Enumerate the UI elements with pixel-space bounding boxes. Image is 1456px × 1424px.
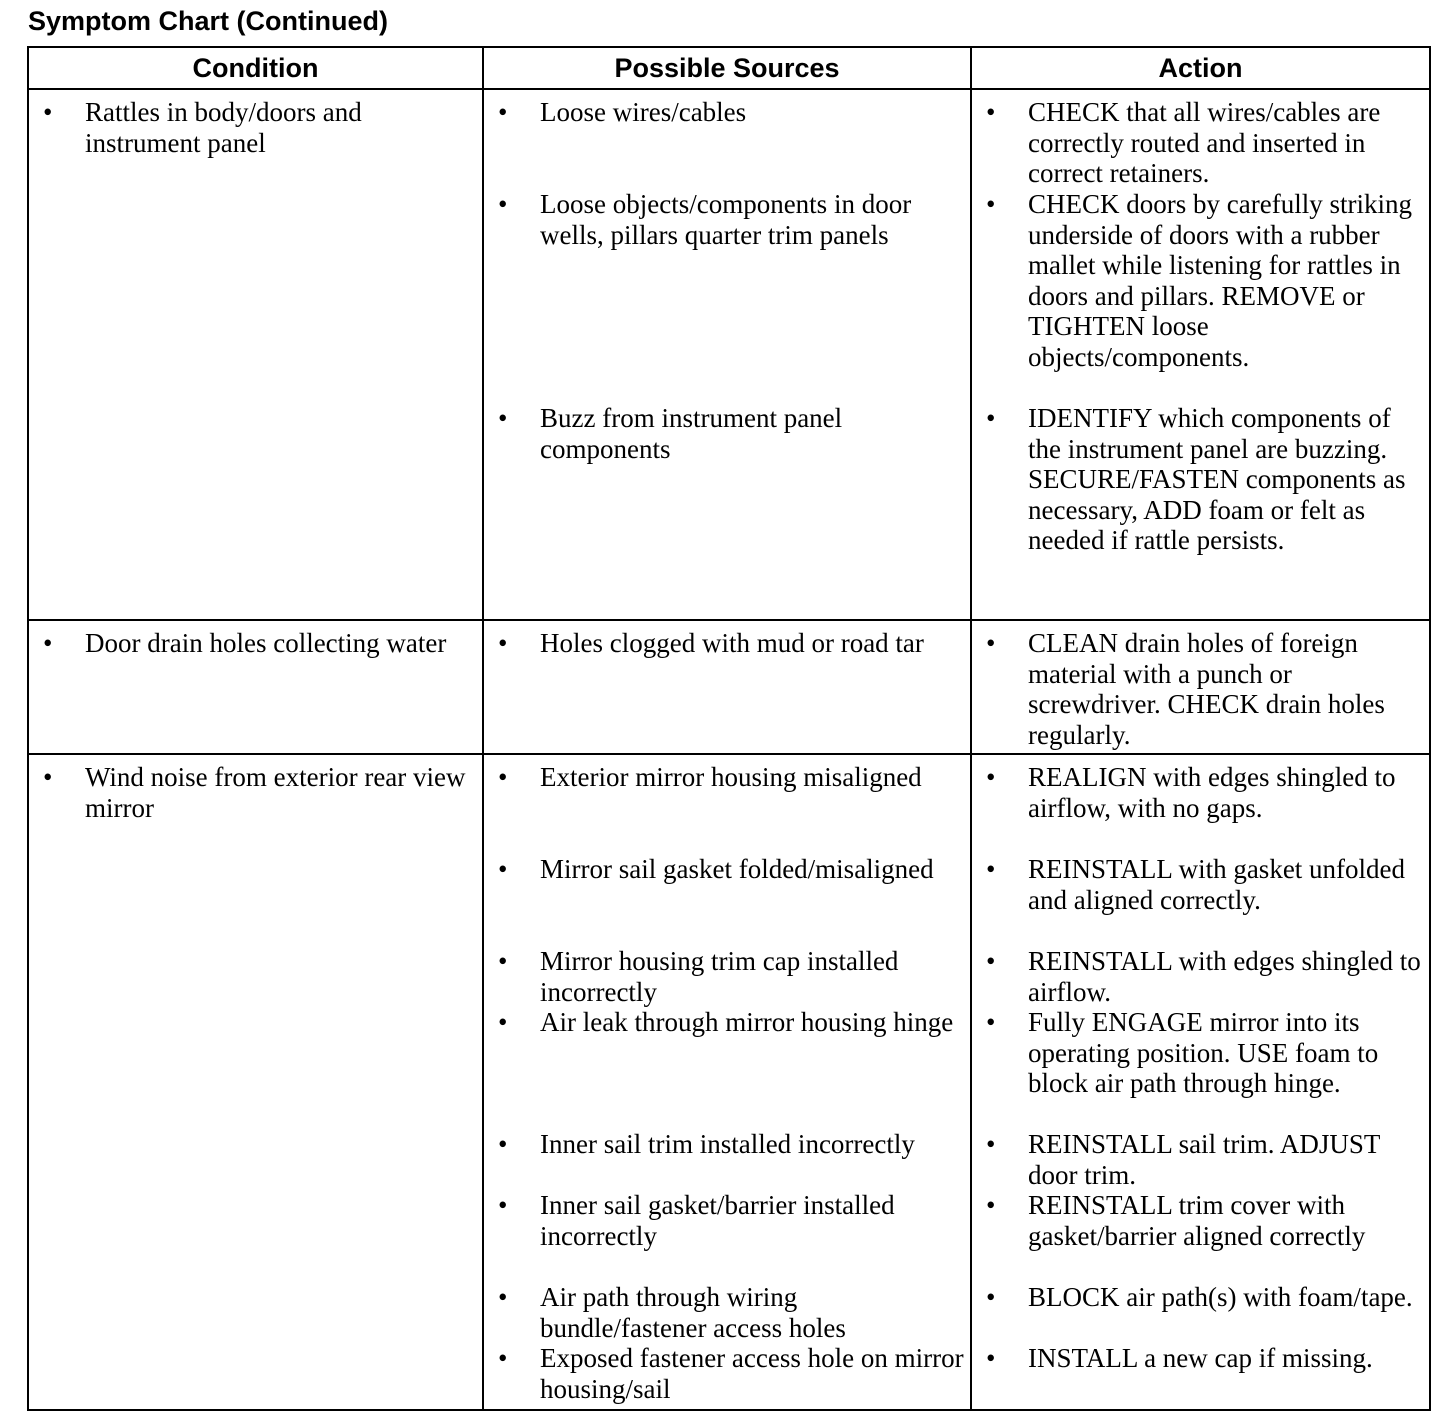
bullet-icon: •	[986, 1282, 996, 1312]
source-text: Inner sail trim installed incorrectly	[540, 1129, 915, 1159]
action-text: REINSTALL trim cover with gasket/barrier aligned correctly	[1028, 1190, 1366, 1251]
table-row	[28, 754, 1430, 1410]
bullet-icon: •	[986, 628, 996, 658]
source-text: Loose wires/cables	[540, 97, 747, 127]
action-cell	[971, 89, 1430, 620]
bullet-icon: •	[498, 97, 508, 127]
source-text: Inner sail gasket/barrier installed incorrectly	[540, 1190, 895, 1251]
list-item	[484, 1007, 966, 1129]
source-text: Exposed fastener access hole on mirror housing/sail	[540, 1343, 964, 1404]
list-item	[972, 1129, 1425, 1190]
action-text: CLEAN drain holes of foreign material with a punch or screwdriver. CHECK drain holes regularly.	[1028, 628, 1385, 750]
action-text: REINSTALL with edges shingled to airflow.	[1028, 946, 1421, 1007]
condition-cell	[28, 89, 483, 620]
condition-text: Rattles in body/doors and instrument panel	[85, 97, 362, 158]
bullet-icon: •	[498, 1129, 508, 1159]
list-item	[484, 1282, 966, 1343]
condition-cell	[28, 620, 483, 754]
bullet-icon: •	[986, 1343, 996, 1373]
sources-cell	[483, 89, 971, 620]
list-item	[972, 854, 1425, 946]
bullet-icon: •	[498, 854, 508, 884]
action-text: REINSTALL with gasket unfolded and aligned correctly.	[1028, 854, 1406, 915]
bullet-icon: •	[498, 762, 508, 792]
bullet-icon: •	[986, 97, 996, 127]
action-text: IDENTIFY which components of the instrument panel are buzzing. SECURE/FASTEN components as necessary, ADD foam or felt as needed if rattle persists.	[1028, 403, 1406, 556]
bullet-icon: •	[43, 628, 53, 658]
action-cell	[971, 754, 1430, 1410]
bullet-icon: •	[986, 403, 996, 433]
bullet-icon: •	[986, 1190, 996, 1220]
condition-text: Wind noise from exterior rear view mirror	[85, 762, 466, 823]
list-item	[972, 97, 1425, 189]
list-item	[484, 1190, 966, 1282]
action-text: CHECK that all wires/cables are correctly routed and inserted in correct retainers.	[1028, 97, 1381, 189]
bullet-icon: •	[986, 189, 996, 219]
table-row	[28, 620, 1430, 754]
table-header-row	[28, 47, 1430, 89]
list-item	[972, 1007, 1425, 1129]
list-item	[484, 403, 966, 464]
bullet-icon: •	[498, 189, 508, 219]
list-item	[484, 97, 966, 189]
list-item	[972, 946, 1425, 1007]
bullet-icon: •	[498, 1282, 508, 1312]
list-item	[972, 189, 1425, 403]
list-item	[972, 1343, 1425, 1374]
action-text: INSTALL a new cap if missing.	[1028, 1343, 1373, 1373]
sources-cell	[483, 754, 971, 1410]
action-cell	[971, 620, 1430, 754]
action-text: BLOCK air path(s) with foam/tape.	[1028, 1282, 1413, 1312]
bullet-icon: •	[43, 762, 53, 792]
source-text: Air path through wiring bundle/fastener access holes	[540, 1282, 846, 1343]
source-text: Exterior mirror housing misaligned	[540, 762, 922, 792]
sources-cell	[483, 620, 971, 754]
list-item	[972, 1190, 1425, 1282]
action-text: CHECK doors by carefully striking underside of doors with a rubber mallet while listening for rattles in doors and pillars. REMOVE or TIGHTEN loose objects/components.	[1028, 189, 1412, 372]
source-text: Mirror housing trim cap installed incorrectly	[540, 946, 899, 1007]
list-item	[29, 762, 478, 823]
bullet-icon: •	[986, 946, 996, 976]
bullet-icon: •	[498, 946, 508, 976]
list-item	[972, 628, 1425, 750]
source-text: Mirror sail gasket folded/misaligned	[540, 854, 934, 884]
bullet-icon: •	[498, 1343, 508, 1373]
list-item	[484, 854, 966, 946]
bullet-icon: •	[498, 1007, 508, 1037]
list-item	[484, 189, 966, 403]
bullet-icon: •	[498, 403, 508, 433]
symptom-chart-table	[27, 46, 1431, 1411]
list-item	[484, 628, 966, 659]
source-text: Buzz from instrument panel components	[540, 403, 843, 464]
column-header-condition: Condition	[28, 47, 483, 89]
bullet-icon: •	[986, 1007, 996, 1037]
action-text: REALIGN with edges shingled to airflow, with no gaps.	[1028, 762, 1396, 823]
list-item	[29, 97, 478, 158]
condition-text: Door drain holes collecting water	[85, 628, 447, 658]
bullet-icon: •	[43, 97, 53, 127]
bullet-icon: •	[986, 854, 996, 884]
bullet-icon: •	[498, 628, 508, 658]
page-title: Symptom Chart (Continued)	[28, 6, 388, 36]
action-text: REINSTALL sail trim. ADJUST door trim.	[1028, 1129, 1380, 1190]
source-text: Holes clogged with mud or road tar	[540, 628, 924, 658]
list-item	[972, 403, 1425, 556]
source-text: Air leak through mirror housing hinge	[540, 1007, 954, 1037]
list-item	[484, 1129, 966, 1190]
list-item	[484, 1343, 966, 1404]
bullet-icon: •	[498, 1190, 508, 1220]
list-item	[484, 946, 966, 1007]
list-item	[972, 1282, 1425, 1343]
list-item	[972, 762, 1425, 854]
source-text: Loose objects/components in door wells, pillars quarter trim panels	[540, 189, 912, 250]
column-header-action: Action	[971, 47, 1430, 89]
action-text: Fully ENGAGE mirror into its operating position. USE foam to block air path through hinge.	[1028, 1007, 1379, 1099]
table-row	[28, 89, 1430, 620]
list-item	[29, 628, 478, 659]
bullet-icon: •	[986, 1129, 996, 1159]
bullet-icon: •	[986, 762, 996, 792]
column-header-possible-sources: Possible Sources	[483, 47, 971, 89]
condition-cell	[28, 754, 483, 1410]
list-item	[484, 762, 966, 854]
